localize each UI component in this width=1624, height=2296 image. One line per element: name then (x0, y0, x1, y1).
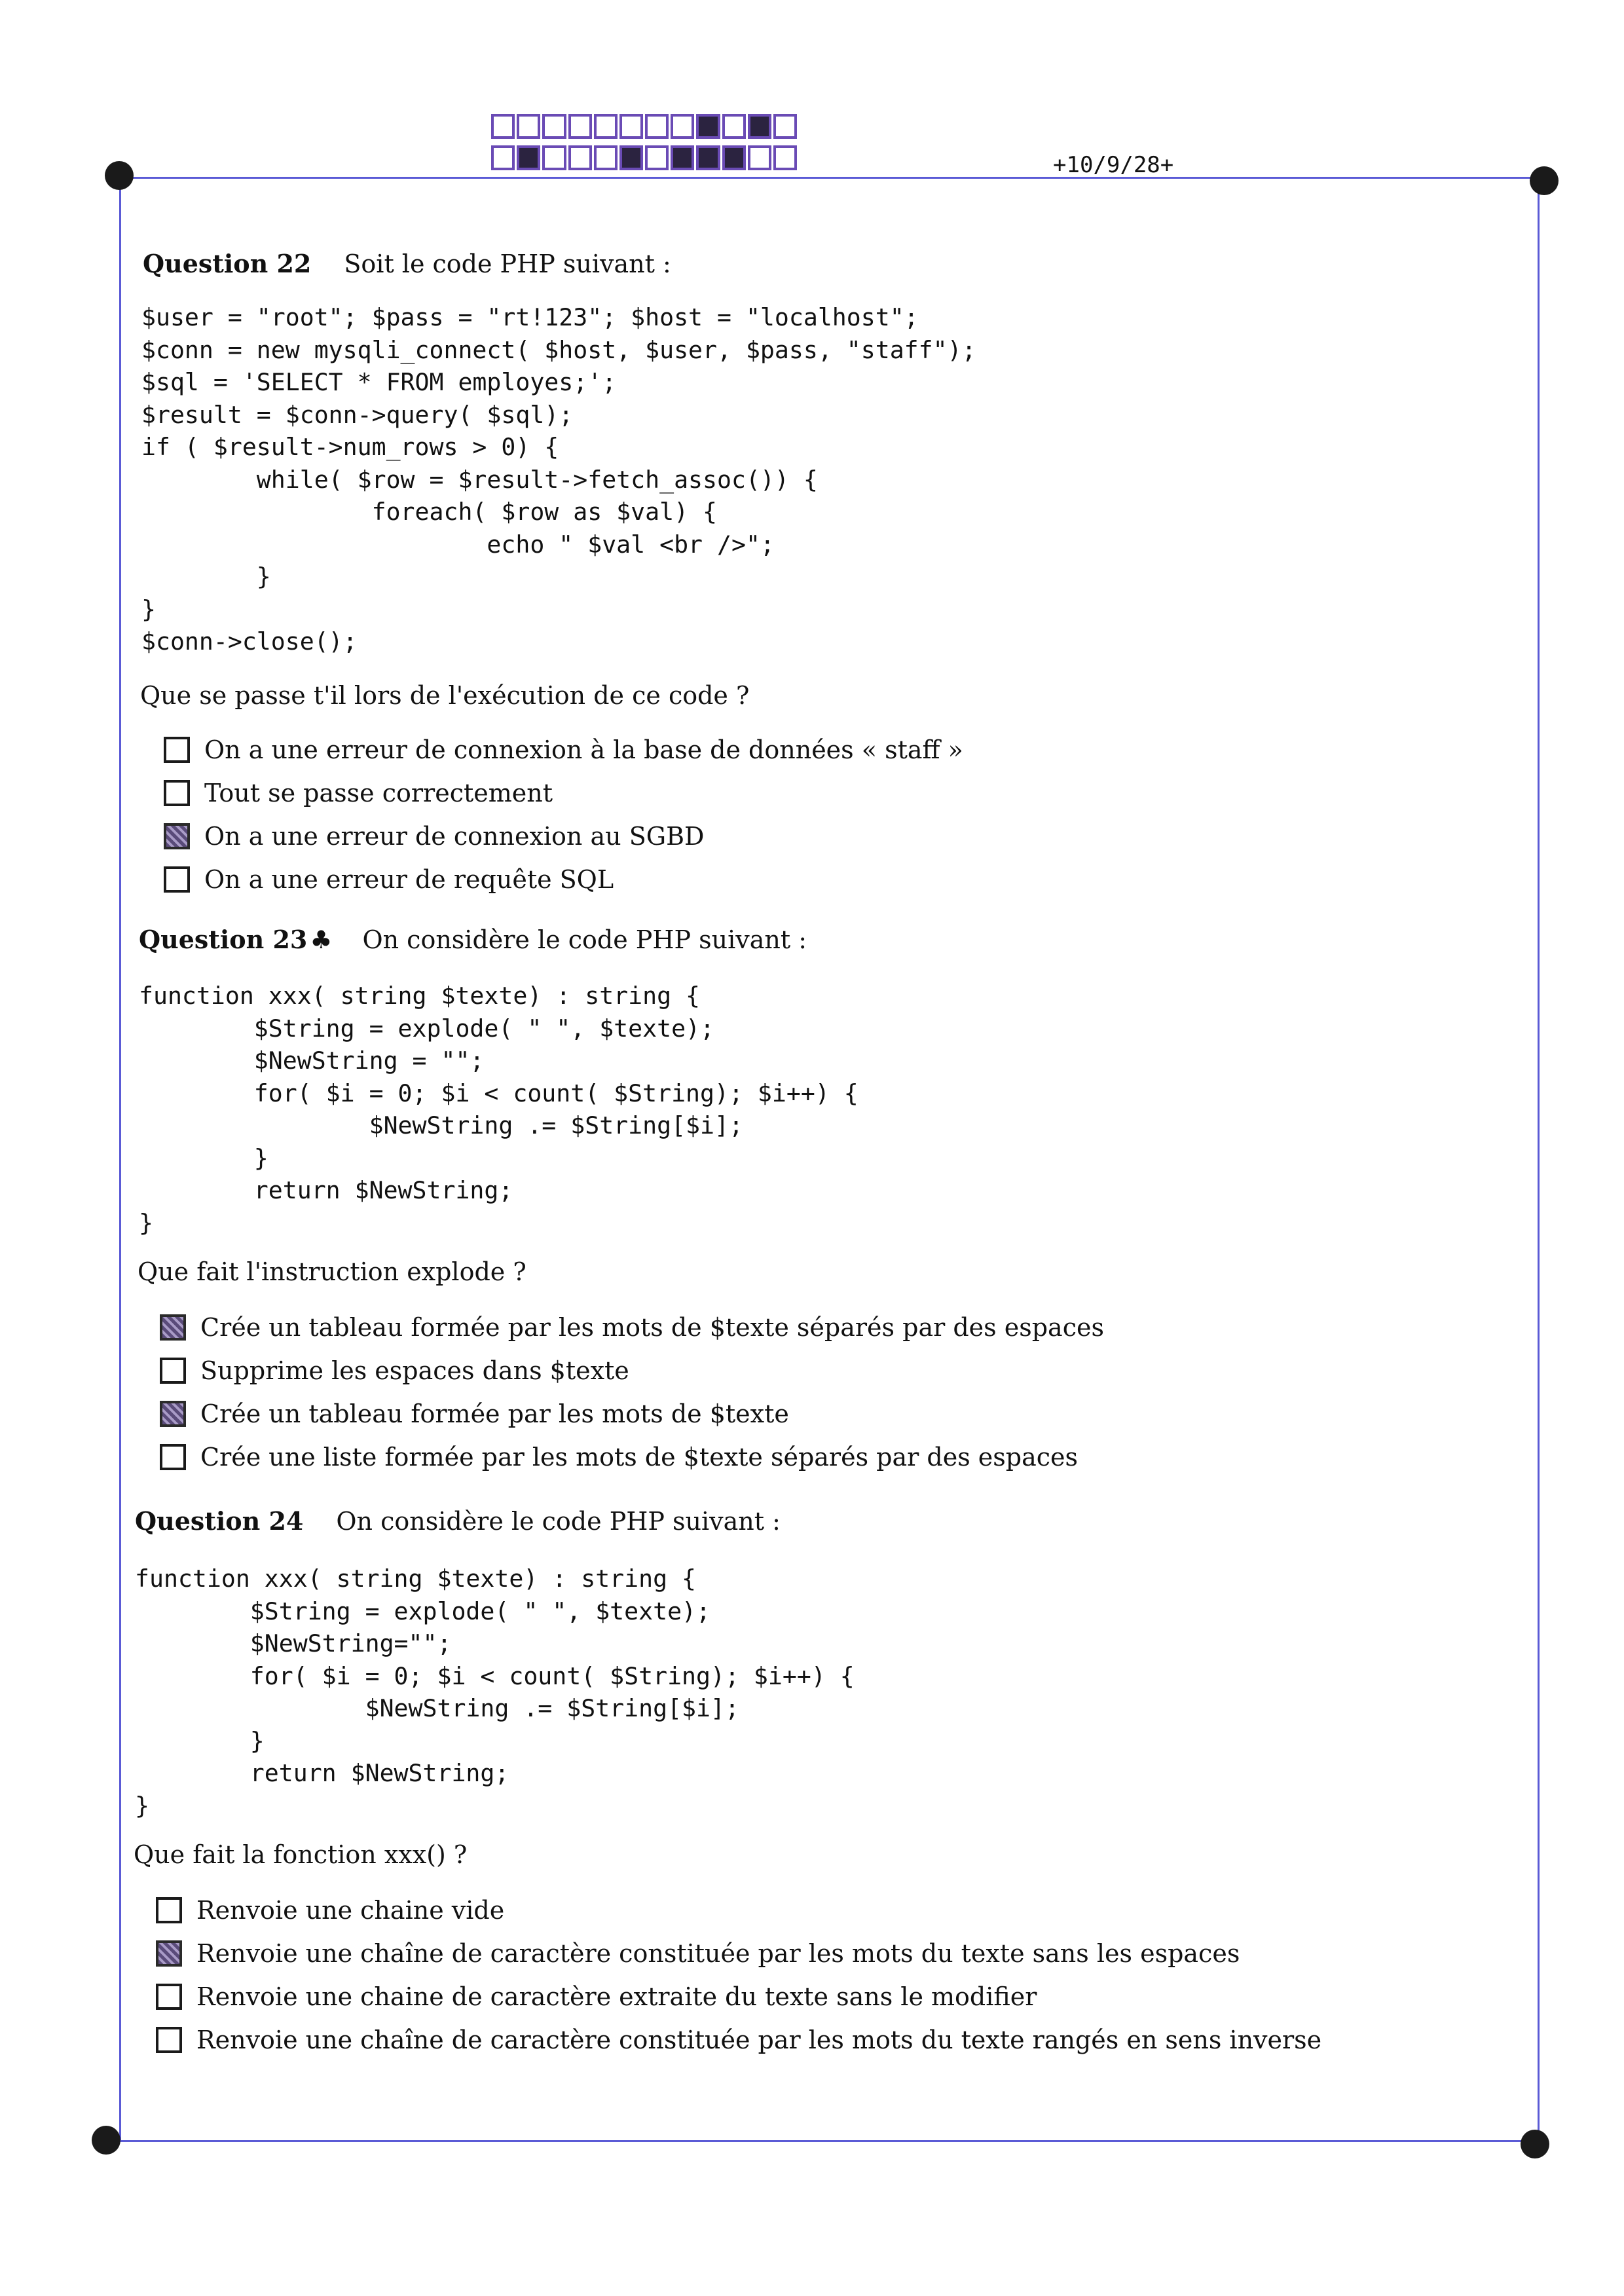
barcode-row-2 (491, 145, 799, 170)
answer-option[interactable] (156, 1975, 1321, 2018)
frame-left-border (119, 177, 121, 2141)
barcode-cell (773, 114, 797, 139)
corner-marker-bottom-left (92, 2126, 120, 2155)
barcode-cell (671, 145, 694, 170)
answer-text: Crée une liste formée par les mots de $texte séparés par des espaces (200, 1443, 1079, 1472)
checked-checkbox[interactable] (164, 823, 190, 849)
question-22-title (143, 249, 671, 278)
question-label: Question 22 (143, 249, 312, 278)
answer-text: Renvoie une chaîne de caractère constituée par les mots du texte sans les espaces (196, 1939, 1240, 1968)
question-intro: On considère le code PHP suivant : (336, 1507, 781, 1536)
question-label: Question 23 (139, 925, 308, 954)
question-22-code: $user = "root"; $pass = "rt!123"; $host = "localhost"; $conn = new mysqli_connect( $host, $user, $pass, "staff"); $sql = 'SELECT * FROM employes;'; $result = $conn->query( $sql); if ( $result->num_rows > 0) { while( $row = $result->fetch_assoc()) { foreach( $row as $val) { echo " $val <br />"; } } $conn->close(); (141, 303, 976, 656)
corner-marker-bottom-right (1521, 2130, 1549, 2158)
barcode-cell (722, 114, 746, 139)
question-23-prompt: Que fait l'instruction explode ? (138, 1257, 526, 1286)
question-23-title (139, 925, 807, 954)
checked-checkbox[interactable] (156, 1940, 182, 1967)
barcode-cell (722, 145, 746, 170)
answer-text: On a une erreur de requête SQL (204, 865, 614, 894)
answer-option[interactable] (164, 858, 963, 901)
answer-option[interactable] (156, 2018, 1321, 2062)
barcode-cell (542, 145, 566, 170)
barcode-row-1 (491, 114, 799, 139)
checkbox[interactable] (156, 2027, 182, 2053)
barcode-cell (491, 114, 515, 139)
barcode-cell (671, 114, 694, 139)
checkbox[interactable] (164, 866, 190, 893)
answer-text: Renvoie une chaîne de caractère constituée par les mots du texte rangés en sens inverse (196, 2026, 1322, 2054)
club-icon: ♣ (310, 925, 333, 954)
barcode-cell (594, 145, 618, 170)
answer-option[interactable] (156, 1889, 1321, 1932)
question-23-answers (160, 1306, 1104, 1479)
question-label: Question 24 (135, 1506, 304, 1536)
checkbox[interactable] (156, 1984, 182, 2010)
barcode-cell (619, 145, 643, 170)
question-24-answers (156, 1889, 1321, 2062)
answer-text: Crée un tableau formée par les mots de $texte séparés par des espaces (200, 1313, 1104, 1342)
frame-right-border (1538, 177, 1540, 2141)
answer-text: Supprime les espaces dans $texte (200, 1356, 629, 1385)
question-24-title (135, 1506, 781, 1536)
corner-marker-top-left (105, 161, 134, 190)
answer-option[interactable] (164, 771, 963, 815)
checked-checkbox[interactable] (160, 1401, 186, 1427)
question-intro: On considère le code PHP suivant : (362, 925, 807, 954)
barcode-cell (773, 145, 797, 170)
barcode-cell (517, 114, 540, 139)
corner-marker-top-right (1530, 166, 1559, 195)
checkbox[interactable] (164, 737, 190, 763)
frame-bottom-border (106, 2140, 1537, 2142)
answer-text: Renvoie une chaine de caractère extraite du texte sans le modifier (196, 1982, 1037, 2011)
copy-code: +10/9/28+ (1053, 152, 1174, 178)
question-23-code: function xxx( string $texte) : string { $String = explode( " ", $texte); $NewString = ""; for( $i = 0; $i < count( $String); $i++) { $NewString .= $String[$i]; } return $NewString; } (139, 982, 858, 1237)
answer-option[interactable] (160, 1435, 1104, 1479)
answer-text: Crée un tableau formée par les mots de $texte (200, 1399, 789, 1428)
answer-text: Renvoie une chaine vide (196, 1896, 505, 1925)
answer-text: Tout se passe correctement (204, 779, 553, 807)
barcode-cell (696, 114, 720, 139)
barcode-cell (748, 145, 771, 170)
checkbox[interactable] (160, 1358, 186, 1384)
answer-option[interactable] (160, 1306, 1104, 1349)
checkbox[interactable] (156, 1897, 182, 1923)
frame-top-border (119, 177, 1547, 179)
barcode-cell (517, 145, 540, 170)
barcode-cell (594, 114, 618, 139)
answer-option[interactable] (164, 728, 963, 771)
question-22-prompt: Que se passe t'il lors de l'exécution de ce code ? (140, 681, 750, 710)
barcode-cell (568, 145, 592, 170)
answer-option[interactable] (164, 815, 963, 858)
answer-text: On a une erreur de connexion au SGBD (204, 822, 705, 851)
barcode-cell (491, 145, 515, 170)
barcode-cell (568, 114, 592, 139)
answer-text: On a une erreur de connexion à la base de données « staff » (204, 735, 963, 764)
question-24-prompt: Que fait la fonction xxx() ? (134, 1840, 468, 1869)
barcode-cell (645, 145, 669, 170)
barcode-cell (619, 114, 643, 139)
question-22-answers (164, 728, 963, 901)
question-24-code: function xxx( string $texte) : string { $String = explode( " ", $texte); $NewString=""; for( $i = 0; $i < count( $String); $i++) { $NewString .= $String[$i]; } return $NewString; } (135, 1565, 855, 1820)
barcode-cell (696, 145, 720, 170)
checkbox[interactable] (164, 780, 190, 806)
answer-option[interactable] (160, 1349, 1104, 1392)
barcode-cell (542, 114, 566, 139)
barcode-cell (645, 114, 669, 139)
checked-checkbox[interactable] (160, 1314, 186, 1341)
answer-option[interactable] (160, 1392, 1104, 1435)
answer-option[interactable] (156, 1932, 1321, 1975)
question-intro: Soit le code PHP suivant : (344, 250, 671, 278)
barcode-cell (748, 114, 771, 139)
checkbox[interactable] (160, 1444, 186, 1470)
